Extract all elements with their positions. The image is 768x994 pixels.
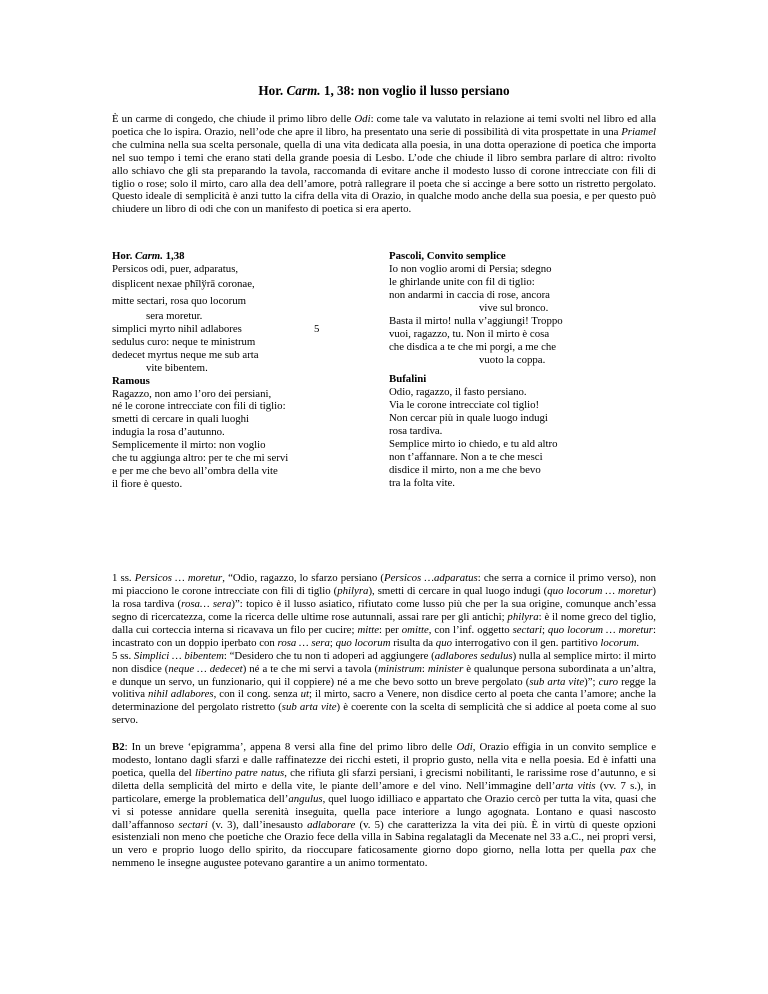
right-column [389, 250, 656, 489]
text-run: (v. 3), dall’inesausto [207, 818, 308, 831]
text-run: quo locorum … moretur [547, 585, 653, 598]
text-run: Simplici … bibentem [133, 649, 224, 662]
text-run: philyra [507, 610, 539, 623]
text-run: che culmina nella sua scelta personale, quella di una vita dedicata alla poesia, in una dotta operazione di poetica che importa nel suo tempo i temi che erano stati della grande poesia di Lesbo. L’ode che chiude il libro sembra parlare di altro: rivolto allo schiavo che gli sta preparando la tavola, raccomanda di evitare anche il modesto lusso di corone intrecciate con fili di tiglio o rose; solo il mirto, caro alla dea dell’amore, potrà rallegrare il poeta che si accinge a bere sotto un ristretto pergolato. Questo ideale di semplicità è anzi tutto la cifra della vita di Orazio, in qualche modo anche della sua poesia, e per questo può chiudere un libro di odi che con un manifesto di poetica si era aperto. [112, 138, 656, 216]
text-run: (v. 5) che caratterizza la vita dei più. È in virtù di queste opzioni esistenziali non meno che poetiche che Orazio fece della villa in Sabina regalatagli da Mecenate nel 33 a.C., nei propri versi, un vero e proprio luogo dello spirito, da rioccupare faticosamente giorno dopo giorno, nella lotta per quella [112, 818, 656, 857]
pascoli-line: non andarmi in caccia di rose, ancora [389, 288, 550, 301]
text-run: mitte [357, 623, 380, 636]
text-run: che nemmeno le insegne augustee potevano garantire a un animo tormentato. [112, 844, 656, 870]
text-run: neque … dedecet [168, 662, 243, 675]
ramous-line: che tu aggiunga altro: per te che mi servi [112, 452, 289, 465]
text-run: , con l’inf. oggetto [428, 623, 513, 636]
pascoli-line: Basta il mirto! nulla v’aggiungi! Troppo [389, 314, 563, 327]
pascoli-line: vuoi, ragazzo, tu. Non il mirto è cosa [389, 327, 550, 340]
ramous-header: Ramous [112, 374, 150, 387]
text-run: interrogativo con il gen. partitivo [452, 636, 601, 649]
text-run: : per [379, 623, 402, 636]
bufalini-line: rosa tardiva. [389, 425, 443, 438]
pascoli-line: che disdica a te che mi porgi, a me che [389, 340, 557, 353]
note-verses-5 [112, 650, 656, 727]
text-run: Odi [456, 741, 473, 754]
text-run: : In un breve ‘epigramma’, appena 8 versi alla fine del primo libro delle [124, 741, 457, 754]
latin-line: simplici myrto nihil adlabores 5 [112, 322, 320, 335]
text-run: , Orazio effigia in un convito semplice e modesto, lontano dagli sfarzi e dalle raffinatezze dei ricchi esteti, il proprio gusto, nella vita e nella poesia. Ed è infatti una poetica, quella del [112, 741, 656, 779]
text-run: ) nulla al semplice mirto: il mirto non disdice ( [112, 649, 656, 675]
note-verses-1 [112, 572, 656, 649]
latin-line: Persicos odi, puer, adparatus, [112, 263, 239, 276]
ramous-line: il fiore è questo. [112, 477, 183, 490]
bufalini-line: disdice il mirto, non a me che bevo [389, 463, 541, 476]
bufalini-line: Semplice mirto io chiedo, e tu ald altro [389, 437, 558, 450]
text-run: 5 ss. [112, 649, 134, 662]
text-run: regge la volitiva [112, 675, 656, 701]
latin-line: sera moretur. [146, 310, 203, 323]
text-run: adlaborare [307, 818, 356, 831]
text-run: ), smetti di cercare in qual luogo indugi ( [368, 585, 548, 598]
text-run: sectari [512, 623, 542, 636]
text-run: : che serra a cornice il primo verso), non mi piacciono le corone intrecciate con fili di tiglio ( [112, 572, 657, 598]
text-run: È un carme di congedo, che chiude il primo libro delle [112, 113, 355, 125]
text-run: ; il mirto, sacro a Venere, non disdice certo al poeta che canta l’amore; anche la determinazione del pergolato ristretto ( [112, 688, 657, 714]
text-run: ; [329, 636, 336, 649]
text-run: : è il nome greco del tiglio, dalla cui corteccia interna si ricavava un filo per cucire; [112, 610, 656, 636]
text-run: philyra [337, 585, 369, 598]
text-run: quo locorum … moretur [547, 623, 653, 636]
text-run: )”; [584, 675, 599, 688]
text-run: sub arta vite [529, 675, 585, 688]
text-run: ) la rosa tardiva ( [112, 585, 656, 611]
bufalini-line: Via le corone intrecciate col tiglio! [389, 399, 540, 412]
pascoli-line: Io non voglio aromi di Persia; sdegno [389, 263, 552, 276]
bufalini-line: tra la folta vite. [389, 476, 455, 489]
text-run: risulta da [390, 636, 436, 649]
pascoli-header: Pascoli, Convito semplice [389, 250, 506, 263]
text-run: : [421, 662, 428, 675]
ramous-line: Semplicemente il mirto: non voglio [112, 439, 266, 452]
text-run: curo [598, 675, 618, 688]
text-run: , quel luogo idilliaco e appartato che Orazio cercò per tutta la vita, quasi che vi si potesse annidare quella serenità inseguita, quella pace interiore a lungo agognata. Lontano e quasi nascosto dall’affannoso [112, 792, 656, 831]
text-run: (vv. 7 s.), in particolare, emerge la problematica dell’ [112, 779, 656, 805]
text-run: ; [541, 623, 548, 636]
document-page [112, 0, 656, 870]
text-run: adlabores sedulus [434, 649, 513, 662]
latin-line: mitte sectari, rosa quo locorum [112, 295, 247, 308]
text-run: sectari [178, 818, 208, 831]
text-run: . [636, 636, 640, 649]
text-run: Persicos … moretur [134, 572, 223, 585]
text-run: ut [300, 688, 309, 701]
bufalini-line: non t’affannare. Non a te che mesci [389, 450, 543, 463]
translations-columns [112, 250, 656, 572]
text-run: B2 [112, 741, 125, 754]
bufalini-line: Odio, ragazzo, il fasto persiano. [389, 386, 527, 399]
text-run: nihil adlabores [148, 688, 214, 701]
text-run: : “Desidero che tu non ti adoperi ad aggiungere ( [223, 649, 435, 662]
text-run: , che rifiuta gli sfarzi persiani, i grecismi nobilitanti, le rarissime rose d’autunno, e si diletta della semplicità del mirto e della vite, le piante dell’amore e del vino. Nell’immagine dell’ [112, 766, 656, 792]
pascoli-line: vuoto la coppa. [479, 353, 546, 366]
text-run: minister [427, 662, 464, 675]
text-run: ministrum [378, 662, 422, 675]
text-run: , “Odio, ragazzo, lo sfarzo persiano ( [222, 572, 385, 585]
text-run: , con il cong. senza [213, 688, 301, 701]
text-run: Odi [354, 113, 371, 125]
text-run: Priamel [621, 125, 656, 138]
text-run: quo [435, 636, 452, 649]
text-run: : come tale va valutato in relazione ai temi svolti nel libro ed alla poetica che lo ispira. Orazio, nell’ode che apre il libro, ha presentato una serie di possibilità di vita prospettate in una [112, 113, 656, 138]
pascoli-line: vive sul bronco. [479, 301, 549, 314]
text-run: ) è coerente con la scelta di semplicità che si addice al poeta come al suo servo. [112, 701, 657, 727]
text-run: locorum [600, 636, 637, 649]
text-run: rosa … sera [277, 636, 330, 649]
commentary-notes [112, 572, 656, 727]
pascoli-line: le ghirlande unite con fil di tiglio: [389, 276, 535, 289]
ramous-line: Ragazzo, non amo l’oro dei persiani, [112, 387, 272, 400]
text-run: libertino patre natus [194, 766, 285, 779]
text-run: : incastrato con un doppio iperbato con [112, 623, 656, 649]
page-title: Hor. Carm. 1, 38: non voglio il lusso persiano [258, 83, 510, 98]
text-run: Persicos …adparatus [384, 572, 478, 585]
intro-paragraph [112, 113, 656, 216]
text-run: rosa… sera [181, 598, 232, 611]
bufalini-header: Bufalini [389, 373, 427, 386]
latin-line: vite bibentem. [146, 361, 208, 374]
latin-line: dedecet myrtus neque me sub arta [112, 348, 259, 361]
text-run: arta vitis [555, 779, 596, 792]
ramous-line: né le corone intrecciate con fili di tiglio: [112, 400, 286, 413]
ramous-line: e per me che bevo all’ombra della vite [112, 464, 278, 477]
ramous-line: smetti di cercare in quali luoghi [112, 413, 250, 426]
text-run: 1 ss. [112, 572, 135, 585]
latin-line: displicent nexae pħĭlўrā coronae, [112, 278, 255, 291]
left-column [112, 250, 342, 491]
latin-header: Hor. Carm. 1,38 [112, 250, 185, 263]
b2-paragraph [112, 741, 656, 870]
text-run: )”: topico è il lusso asiatico, rifiutato come lusso più che per la sua origine, comunque anch’essa segno di ricercatezza, come la ricerca delle ultime rose autunnali, assai rare per gli antichi; [112, 598, 657, 623]
text-run: quo locorum [335, 636, 391, 649]
ramous-line: indugia la rosa d’autunno. [112, 426, 225, 439]
text-run: è qualunque persona subordinata a un’altra, e dunque un servo, un funzionario, qui il coppiere) né a me che bevo sotto un breve pergolato ( [112, 662, 656, 688]
bufalini-line: Non cercar più in quale luogo indugi [389, 412, 548, 425]
text-run: ) né a te che mi servi a tavola ( [242, 662, 379, 675]
text-run: omitte [401, 623, 429, 636]
text-run: pax [620, 844, 636, 857]
latin-line: sedulus curo: neque te ministrum [112, 335, 256, 348]
verse-number: 5 [314, 322, 320, 335]
text-run: sub arta vite [281, 701, 337, 714]
text-run: angulus [288, 792, 323, 805]
